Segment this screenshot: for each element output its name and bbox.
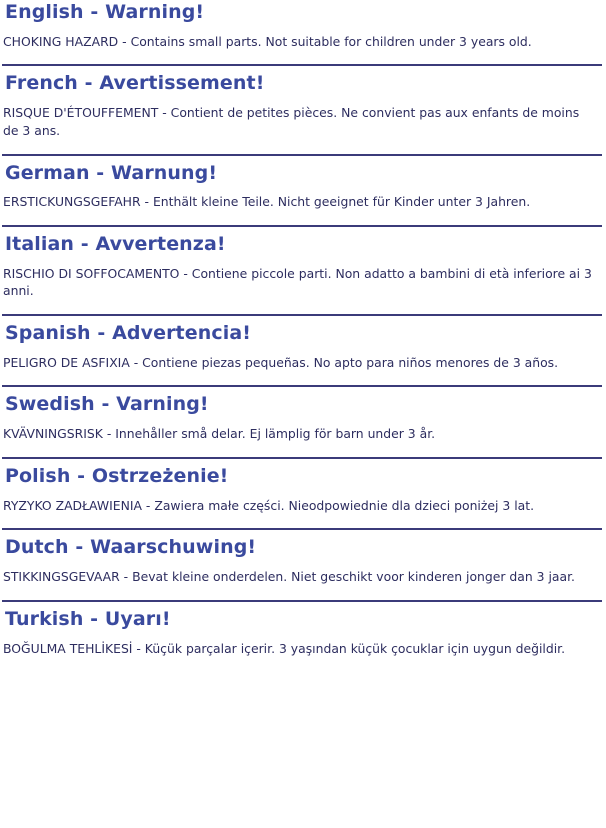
language-heading-swedish: Swedish - Varning! (5, 393, 209, 416)
warning-text-french: RISQUE D'ÉTOUFFEMENT - Contient de petites pièces. Ne convient pas aux enfants de moins de 3 ans. (3, 105, 580, 138)
divider-rule (2, 528, 602, 530)
language-heading-italian: Italian - Avvertenza! (5, 232, 226, 255)
warning-text-english: CHOKING HAZARD - Contains small parts. Not suitable for children under 3 years old. (3, 33, 532, 49)
warning-text-spanish: PELIGRO DE ASFIXIA - Contiene piezas pequeñas. No apto para niños menores de 3 años. (3, 354, 559, 370)
divider-rule (2, 225, 602, 227)
warning-block-polish (2, 466, 602, 514)
warning-text-swedish: KVÄVNINGSRISK - Innehåller små delar. Ej lämplig för barn under 3 år. (3, 426, 436, 442)
warning-block-swedish (2, 394, 602, 442)
divider-rule (2, 64, 602, 66)
warning-block-french (2, 73, 602, 139)
language-heading-english: English - Warning! (5, 1, 205, 23)
warning-block-spanish (2, 323, 602, 371)
language-heading-french: French - Avertissement! (5, 72, 265, 95)
language-heading-dutch: Dutch - Waarschuwing! (5, 536, 257, 559)
warning-block-dutch (2, 537, 602, 585)
language-heading-polish: Polish - Ostrzeżenie! (5, 464, 229, 487)
warning-text-dutch: STIKKINGSGEVAAR - Bevat kleine onderdelen. Niet geschikt voor kinderen jonger dan 3 jaar. (3, 569, 575, 585)
divider-rule (2, 385, 602, 387)
warning-text-german: ERSTICKUNGSGEFAHR - Enthält kleine Teile. Nicht geeignet für Kinder unter 3 Jahren. (3, 194, 531, 210)
warning-text-italian: RISCHIO DI SOFFOCAMENTO - Contiene piccole parti. Non adatto a bambini di età inferiore ai 3 anni. (3, 265, 592, 299)
language-heading-spanish: Spanish - Advertencia! (5, 322, 251, 345)
warning-text-polish: RYZYKO ZADŁAWIENIA - Zawiera małe części. Nieodpowiednie dla dzieci poniżej 3 lat. (3, 497, 535, 513)
divider-rule (2, 154, 602, 156)
divider-rule (2, 457, 602, 459)
warning-document (0, 2, 606, 828)
language-heading-german: German - Warnung! (5, 161, 218, 184)
warning-text-turkish: BOĞULMA TEHLİKESİ - Küçük parçalar içerir. 3 yaşından küçük çocuklar için uygun değildir. (3, 640, 566, 656)
warning-block-german (2, 163, 602, 211)
warning-block-english (2, 2, 602, 50)
warning-block-italian (2, 234, 602, 300)
warning-block-turkish (2, 609, 602, 657)
divider-rule (2, 600, 602, 602)
language-heading-turkish: Turkish - Uyarı! (5, 607, 171, 630)
divider-rule (2, 314, 602, 316)
